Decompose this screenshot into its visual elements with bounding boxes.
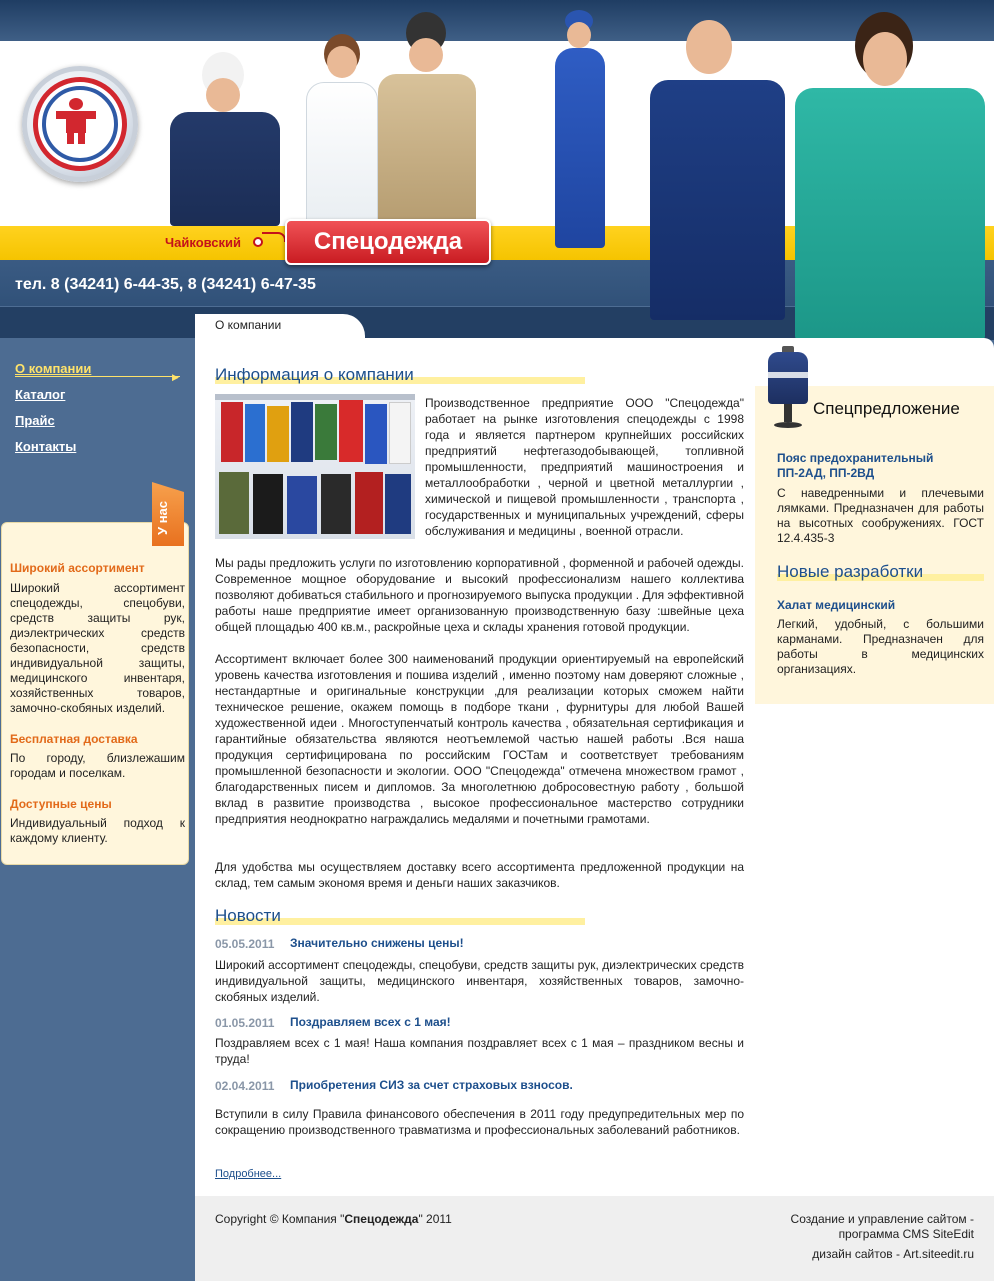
cms-credit-link[interactable]: Создание и управление сайтом - программа CMS SiteEdit bbox=[790, 1212, 974, 1241]
advantage-text: По городу, близлежашим городам и поселкам. bbox=[10, 751, 185, 780]
city-label: Чайковский bbox=[165, 235, 242, 250]
news-date: 05.05.2011 bbox=[215, 937, 275, 951]
header-phone: тел. 8 (34241) 6-44-35, 8 (34241) 6-47-35 bbox=[15, 276, 316, 293]
arrow-right-icon: ▶ bbox=[172, 372, 179, 382]
news-text: Вступили в силу Правила финансового обеспечения в 2011 году предупредительных мер по сокращению производственного травматизма и профессиональных заболеваний работников. bbox=[215, 1107, 744, 1137]
worker-photo-5 bbox=[640, 20, 790, 320]
news-date: 02.04.2011 bbox=[215, 1079, 275, 1093]
news-text: Поздравляем всех с 1 мая! Наша компания поздравляет всех с 1 мая – праздником весны и труда! bbox=[215, 1036, 744, 1066]
advantage-title: Доступные цены bbox=[10, 797, 112, 811]
special-item-text: С наведренными и плечевыми лямками. Предназначен для работы на высотных сообружениях. ГОСТ 12.4.435-3 bbox=[777, 486, 984, 545]
nav-item-price[interactable]: Прайс bbox=[15, 413, 55, 428]
news-title-link[interactable]: Поздравляем всех с 1 мая! bbox=[290, 1015, 451, 1029]
company-paragraph: Для удобства мы осуществляем доставку всего ассортимента предложенной продукции на склад, тем самым экономя время и деньги наших заказчиков. bbox=[215, 860, 744, 890]
news-title-link[interactable]: Приобретения СИЗ за счет страховых взносов. bbox=[290, 1078, 573, 1092]
breadcrumb: О компании bbox=[215, 318, 282, 332]
advantage-text: Индивидуальный подход к каждому клиенту. bbox=[10, 816, 185, 845]
worker-photo-4 bbox=[545, 10, 615, 250]
logo-emblem bbox=[33, 77, 127, 171]
company-intro: Производственное предприятие ООО "Спецодежда" работает на рынке изготовления спецодежды с 1998 года и является партнером крупнейших российских предприятий нефтегазодобывающей, топливной промышленности, предприятий машиностроения и металлообработки , черной и цветной металлургии , химической и пищевой промышленности , транспорта , государственных и муниципальных учреждений, сферы обслуживания и медицины , военной отрасли. bbox=[425, 396, 744, 538]
worker-photo-6 bbox=[785, 12, 994, 340]
news-text: Широкий ассортимент спецодежды, спецобуви, средств защиты рук, диэлектрических средств индивидуальной защиты, медицинского инвентаря, хозяйственных товаров, замочно-скобяных изделий. bbox=[215, 958, 744, 1004]
brand-badge: Спецодежда bbox=[285, 219, 491, 265]
site-header bbox=[0, 0, 994, 340]
new-item-link[interactable]: Халат медицинский bbox=[777, 598, 896, 612]
worker-photo-3 bbox=[372, 12, 482, 226]
nav-item-about[interactable]: О компании bbox=[15, 361, 92, 376]
advantage-text: Широкий ассортимент спецодежды, спецобуви, средств защиты рук, диэлектрических средств безопасности, средств индивидуальной защиты, медицинского инвентаря, хозяйственных товаров, замочно-скобяных изделий. bbox=[10, 581, 185, 715]
new-item-text: Легкий, удобный, с большими карманами. Предназначен для работы в медицинских организациях. bbox=[777, 617, 984, 676]
nav-active-indicator bbox=[15, 376, 180, 377]
advantage-title: Бесплатная доставка bbox=[10, 732, 138, 746]
company-showroom-photo bbox=[215, 394, 415, 539]
copyright: Copyright © Компания "Спецодежда" 2011 bbox=[215, 1212, 452, 1226]
special-item-link[interactable]: Пояс предохранительный ПП-2АД, ПП-2ВД bbox=[777, 451, 934, 480]
news-more-link[interactable]: Подробнее... bbox=[215, 1168, 282, 1180]
worker-photo-1 bbox=[160, 48, 290, 226]
special-offer-title: Спецпредложение bbox=[813, 399, 960, 418]
news-title-link[interactable]: Значительно снижены цены! bbox=[290, 936, 464, 950]
company-paragraph: Мы рады предложить услуги по изготовлению корпоративной , форменной и рабочей одежды. Современное мощное оборудование и высокий профессионализм нашего коллектива позволяют добиваться стабильного и прогнозируемого выпуска продукции . Для эффективной работы наше предприятие имеет организованную производственную базу :швейные цеха общей площадью 400 кв.м., раскройные цеха и склады хранения готовой продукции. bbox=[215, 556, 744, 634]
advantages-tab-label: У нас bbox=[155, 501, 170, 536]
nav-item-contacts[interactable]: Контакты bbox=[15, 439, 77, 454]
new-products-title: Новые разработки bbox=[777, 562, 924, 581]
jacket-icon bbox=[762, 346, 812, 432]
nav-item-catalog[interactable]: Каталог bbox=[15, 387, 66, 402]
worker-icon bbox=[56, 98, 96, 144]
company-paragraph: Ассортимент включает более 300 наименований продукции ориентируемый на европейский уровень качества изготовления и пошива изделий , именно поэтому нам доверяют сложные , нестандартные и оригинальные конструкции ,для реализации которых сможем найти техническое решение, окажем помощь в подборе ткани , фурнитуры для любой Вашей художественной идеи . Многоступенчатый контроль качества , обязательная сертификация и гарантийные обязательства являются неотъемлемой частью нашей работы .Вся наша продукция сертифицирована по российским ГОСТам и соответствует требованиям промышленной безопасности и экологии. ООО "Спецодежда" отмечена множеством грамот , благодарственных писем и дипломов. За многолетнюю добросовестную работу , большой вклад в развитие производства , высокое профессиональное мастерство сотрудники предприятия неоднократно награждались медалями и почетными грамотами. bbox=[215, 652, 744, 826]
news-heading: Новости bbox=[215, 906, 281, 925]
advantage-title: Широкий ассортимент bbox=[10, 561, 145, 575]
company-logo[interactable] bbox=[22, 66, 138, 182]
page-title: Информация о компании bbox=[215, 365, 414, 384]
design-credit-link[interactable]: дизайн сайтов - Art.siteedit.ru bbox=[812, 1247, 974, 1261]
news-date: 01.05.2011 bbox=[215, 1016, 275, 1030]
